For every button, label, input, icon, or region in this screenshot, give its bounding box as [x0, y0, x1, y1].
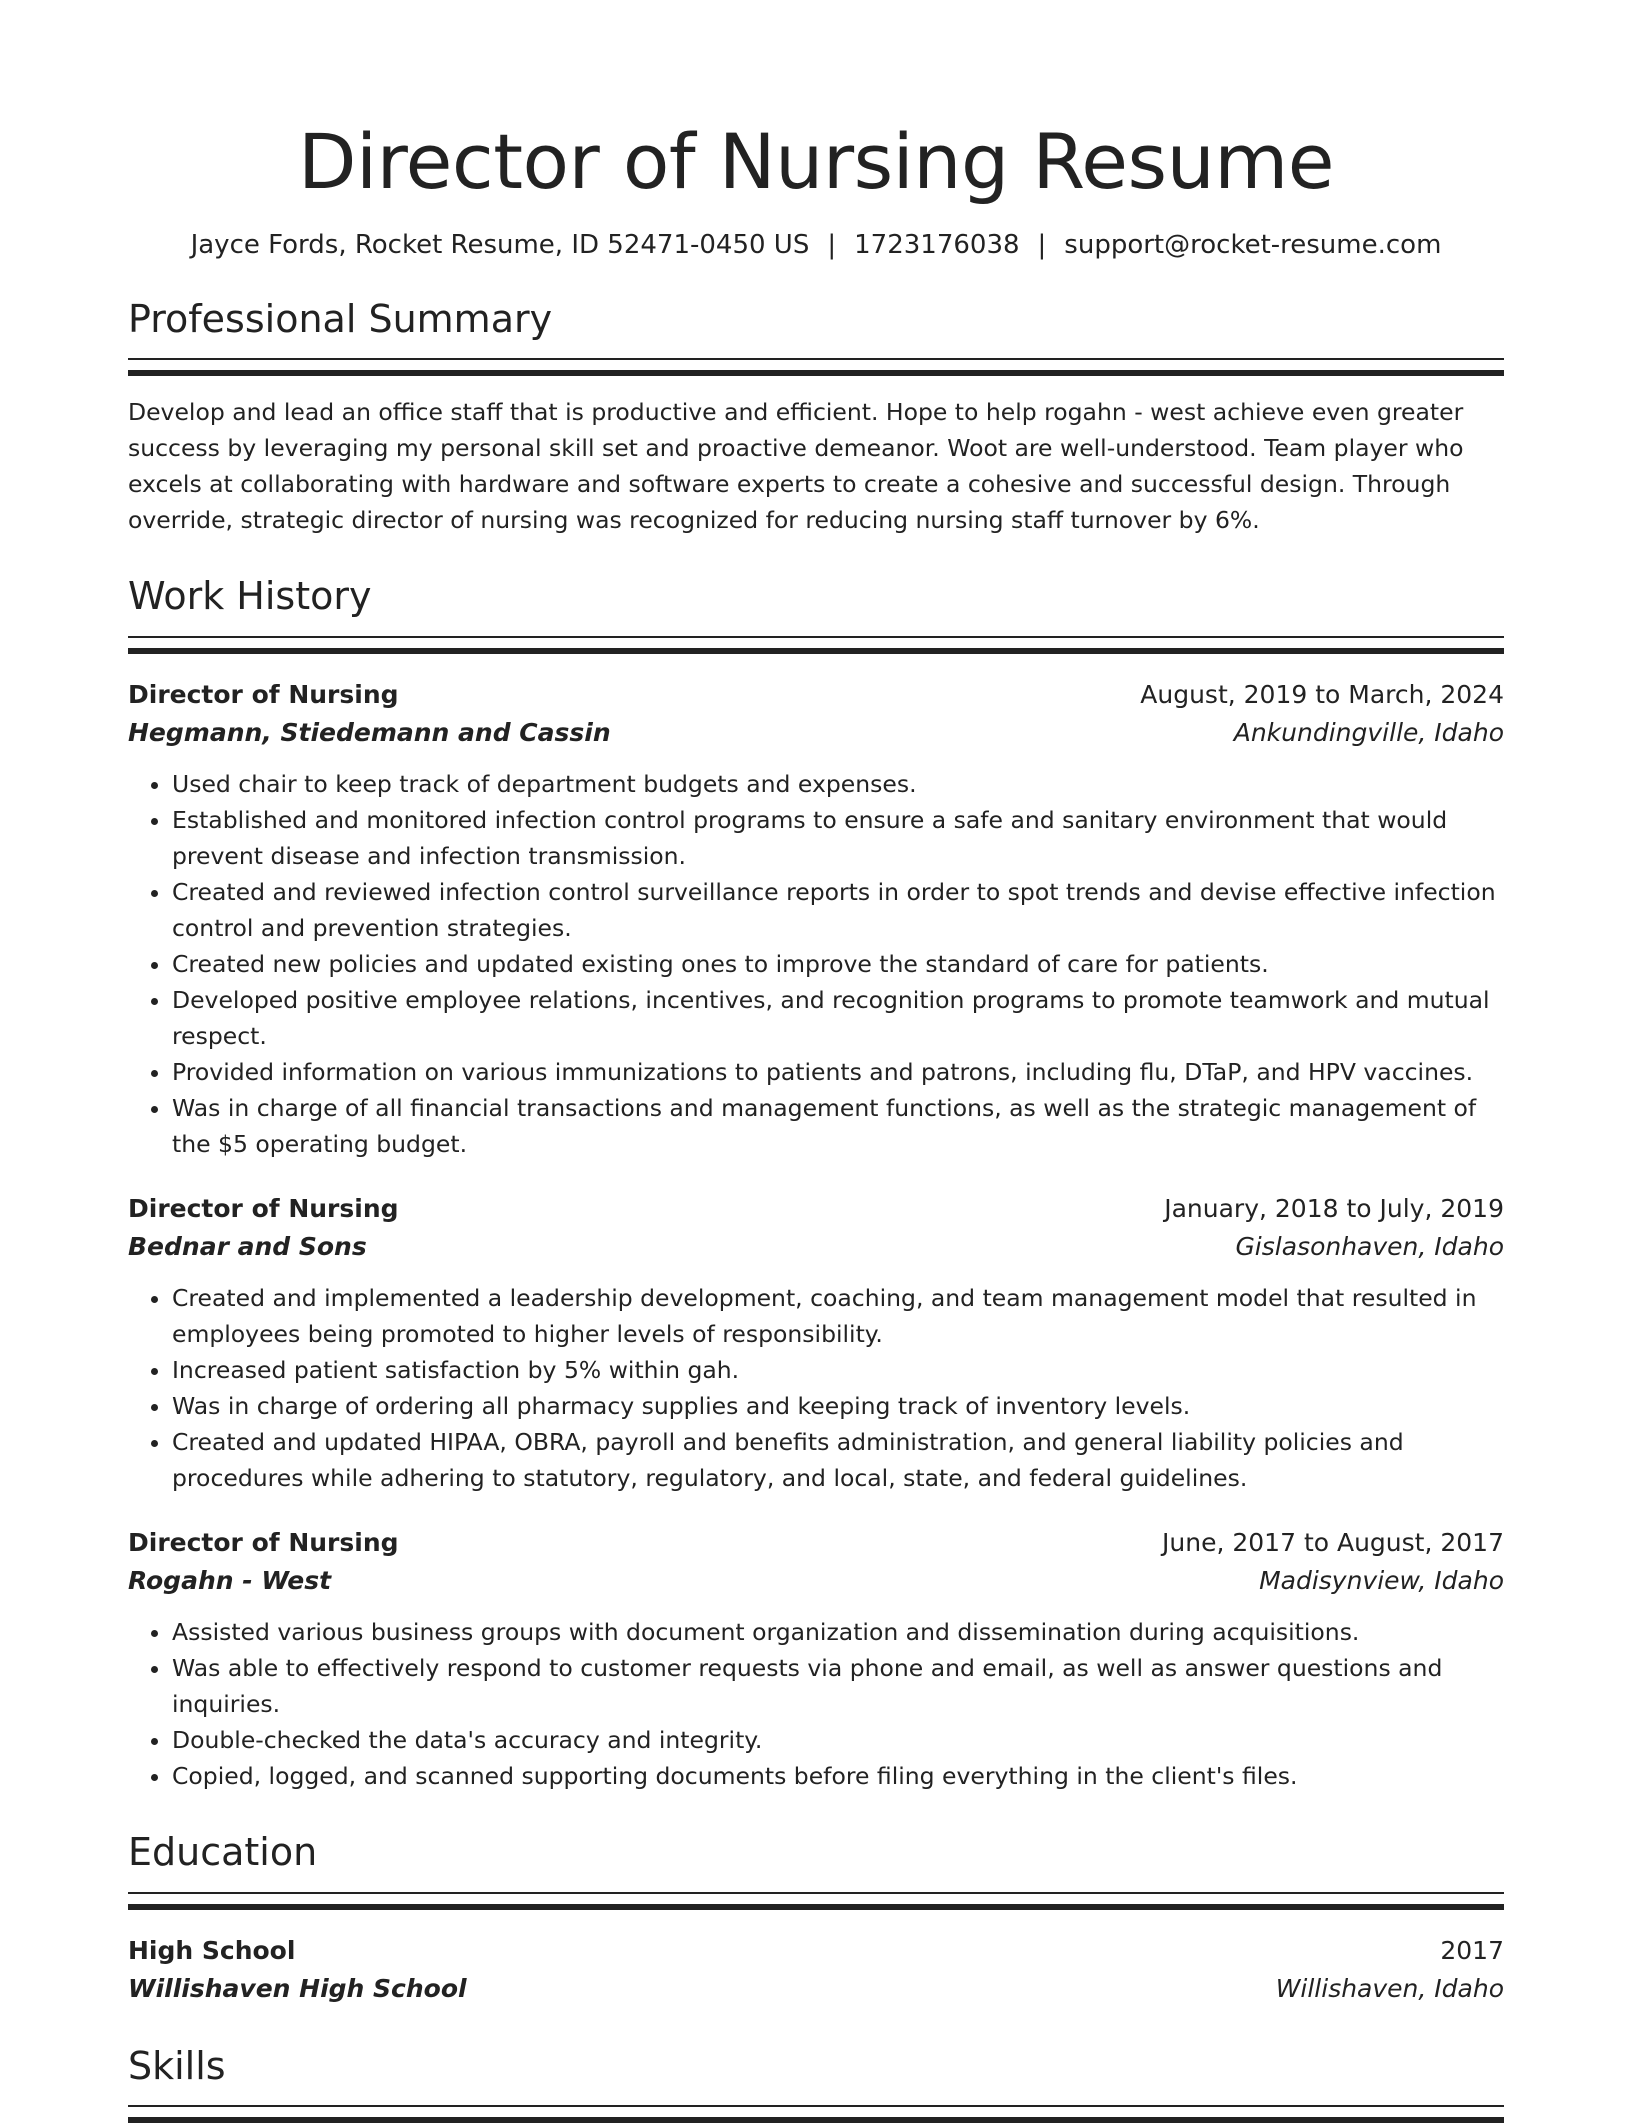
- resume-title: Director of Nursing Resume: [297, 117, 1335, 206]
- bullet-item: • Developed positive employee relations, incentives, and recognition programs to promote teamwork and mutual respect.: [172, 982, 1504, 1054]
- professional-summary-section: [128, 297, 1504, 539]
- section-heading: Skills: [128, 2043, 226, 2088]
- job-title: Director of Nursing: [128, 1527, 399, 1557]
- job-dates: June, 2017 to August, 2017: [1162, 1527, 1504, 1557]
- employer-name: Hegmann, Stiedemann and Cassin: [128, 717, 611, 747]
- job-title: Director of Nursing: [128, 1193, 399, 1223]
- graduation-year: 2017: [1440, 1935, 1504, 1965]
- bullet-item: • Created and reviewed infection control surveillance reports in order to spot trends and devise effective infection control and prevention strategies.: [172, 874, 1504, 946]
- section-heading: Work History: [128, 574, 372, 619]
- section-divider: [128, 358, 1504, 376]
- bullet-item: • Created and updated HIPAA, OBRA, payroll and benefits administration, and general liability policies and procedures while adhering to statutory, regulatory, and local, state, and federal guidelines.: [172, 1424, 1504, 1496]
- bullet-item: • Double-checked the data's accuracy and integrity.: [172, 1722, 1504, 1758]
- contact-email: support@rocket-resume.com: [1064, 229, 1442, 260]
- bullet-item: • Provided information on various immunizations to patients and patrons, including flu, DTaP, and HPV vaccines.: [172, 1054, 1504, 1090]
- work-history-section: [128, 574, 1504, 1794]
- section-divider: [128, 636, 1504, 654]
- section-divider: [128, 1892, 1504, 1910]
- bullet-item: • Created and implemented a leadership development, coaching, and team management model that resulted in employees being promoted to higher levels of responsibility.: [172, 1280, 1504, 1352]
- contact-phone: 1723176038: [854, 229, 1020, 260]
- job-entry: [128, 676, 1504, 1162]
- skills-section: [128, 2044, 1504, 2123]
- bullet-item: • Was in charge of all financial transactions and management functions, as well as the strategic management of the $5 operating budget.: [172, 1090, 1504, 1162]
- school-location: Willishaven, Idaho: [1275, 1973, 1504, 2003]
- summary-text: Develop and lead an office staff that is productive and efficient. Hope to help rogahn - west achieve even greater success by leveraging my personal skill set and proactive demeanor. Woot are well-understood. Team player who excels at collaborating with hardware and software experts to create a cohesive and successful design. Through override, strategic director of nursing was recognized for reducing nursing staff turnover by 6%.: [128, 398, 1464, 535]
- job-location: Ankundingville, Idaho: [1233, 717, 1504, 747]
- bullet-item: • Copied, logged, and scanned supporting documents before filing everything in the client's files.: [172, 1758, 1504, 1794]
- job-bullets: [128, 1614, 1504, 1794]
- education-section: [128, 1830, 1504, 2008]
- contact-line: [128, 230, 1504, 261]
- employer-name: Bednar and Sons: [128, 1231, 367, 1261]
- section-divider: [128, 2105, 1504, 2123]
- job-bullets: [128, 766, 1504, 1162]
- contact-address: Jayce Fords, Rocket Resume, ID 52471-0450 US: [190, 229, 810, 260]
- job-location: Madisynview, Idaho: [1259, 1565, 1504, 1595]
- job-location: Gislasonhaven, Idaho: [1235, 1231, 1504, 1261]
- bullet-item: • Used chair to keep track of department budgets and expenses.: [172, 766, 1504, 802]
- bullet-item: • Was in charge of ordering all pharmacy supplies and keeping track of inventory levels.: [172, 1388, 1504, 1424]
- contact-separator: |: [827, 229, 837, 260]
- job-bullets: [128, 1280, 1504, 1496]
- job-entry: [128, 1524, 1504, 1794]
- job-dates: January, 2018 to July, 2019: [1164, 1193, 1504, 1223]
- job-entry: [128, 1190, 1504, 1496]
- bullet-item: • Increased patient satisfaction by 5% within gah.: [172, 1352, 1504, 1388]
- section-heading: Education: [128, 1829, 318, 1874]
- bullet-item: • Established and monitored infection control programs to ensure a safe and sanitary environment that would prevent disease and infection transmission.: [172, 802, 1504, 874]
- job-title: Director of Nursing: [128, 679, 399, 709]
- school-name: Willishaven High School: [128, 1973, 467, 2003]
- bullet-item: • Was able to effectively respond to customer requests via phone and email, as well as answer questions and inquiries.: [172, 1650, 1504, 1722]
- degree-name: High School: [128, 1935, 296, 1965]
- job-dates: August, 2019 to March, 2024: [1140, 679, 1504, 709]
- contact-separator: |: [1037, 229, 1047, 260]
- bullet-item: • Created new policies and updated existing ones to improve the standard of care for patients.: [172, 946, 1504, 982]
- employer-name: Rogahn - West: [128, 1565, 332, 1595]
- section-heading: Professional Summary: [128, 296, 553, 341]
- bullet-item: • Assisted various business groups with document organization and dissemination during acquisitions.: [172, 1614, 1504, 1650]
- education-entry: [128, 1932, 1504, 2008]
